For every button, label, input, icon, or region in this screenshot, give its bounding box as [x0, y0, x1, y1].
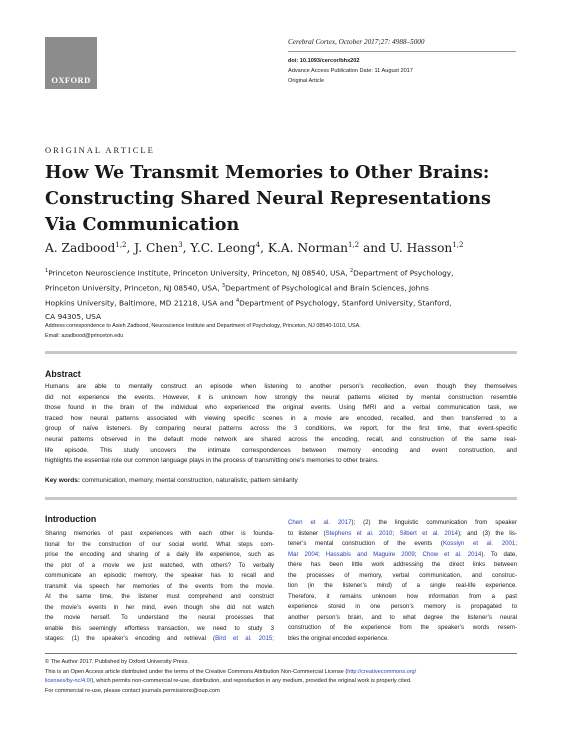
keywords	[45, 477, 517, 484]
affiliations	[45, 265, 520, 324]
citation-link[interactable]: Chow et al. 2014	[422, 550, 482, 558]
affil-text: Hopkins University, Baltimore, MD 21218, USA and	[45, 298, 236, 308]
author-name[interactable]: A. Zadbood	[45, 241, 116, 256]
section-label: ORIGINAL ARTICLE	[45, 145, 155, 155]
body-line	[288, 550, 517, 561]
author-sep: ,	[260, 241, 268, 256]
abstract-line: highlights the essential role our common language plays in the process of transmitting one’s memories to other brains.	[45, 457, 379, 465]
body-text: stages: (1) the speaker’s encoding and retrieval (	[45, 635, 216, 643]
publication-date: Advance Access Publication Date: 11 August 2017	[288, 68, 413, 74]
footer-line: For commercial re-use, please contact journals.permissions@oup.com	[45, 687, 220, 694]
abstract-heading: Abstract	[45, 369, 81, 379]
affil-text: Department of Psychological and Brain Sciences, Johns	[225, 283, 429, 293]
citation-link[interactable]: Stephens et al. 2010	[325, 529, 393, 537]
body-text: ); and (3) the lis-	[457, 529, 517, 537]
body-line: Therefore, it remains unknown how information from a past	[288, 592, 517, 600]
footer-line	[45, 677, 517, 687]
footer-text: This is an Open Access article distributed under the terms of the Creative Commons Attribution Non-Commercial License (	[45, 668, 348, 675]
journal-citation: Cerebral Cortex, October 2017;27: 4988–5000	[288, 38, 425, 46]
body-line: there has been little work addressing the direct links between	[288, 561, 517, 569]
body-line: bles the original encoded experience.	[288, 635, 389, 643]
footer-text: ), which permits non-commercial re-use, distribution, and reproduction in any medium, provided the original work is properly cited.	[91, 678, 412, 685]
affil-sup: 1	[45, 268, 49, 274]
body-line: the processes of memory, verbal communication, and construc-	[288, 571, 517, 579]
article-title	[45, 160, 525, 238]
body-line	[288, 539, 517, 550]
affil-text: Department of Psychology, Stanford University, Stanford,	[239, 298, 452, 308]
body-text: to listener (	[288, 529, 326, 537]
body-line: construction of the experience from the speaker’s words resem-	[288, 624, 517, 632]
author-name[interactable]: J. Chen	[134, 241, 179, 256]
body-line: At the same time, the listener must comprehend and construct	[45, 593, 274, 601]
keywords-text: communication, memory, mental construction, naturalistic, pattern similarity	[80, 477, 298, 484]
body-line: the movie’s events in her mind, even though she did not watch	[45, 603, 274, 611]
article-type: Original Article	[288, 78, 325, 84]
header-divider	[288, 51, 516, 52]
body-line: experience stored in one person’s memory is propagated to	[288, 603, 517, 611]
body-line: the movie herself. To understand the neural processes that	[45, 614, 274, 622]
body-line: prise the encoding and sharing of a daily life experience, such as	[45, 551, 274, 559]
citation-link[interactable]: Chen et al. 2017	[288, 519, 352, 526]
citation-link[interactable]: Kosslyn et al. 2001;	[442, 540, 517, 548]
affil-sup: 4	[235, 298, 240, 305]
body-text: ). To date,	[481, 550, 517, 558]
abstract-line: group of naïve listeners. By comparing neural patterns across the 3 conditions, we report, for the first time, that event-specific	[45, 425, 517, 433]
body-line	[288, 529, 517, 540]
affil-text: Department of Psychology,	[353, 268, 454, 278]
footer-line	[45, 668, 517, 678]
title-line: How We Transmit Memories to Other Brains:	[45, 162, 490, 183]
author-affil-sup: 4	[255, 241, 261, 249]
affil-text: Princeton Neuroscience Institute, Princeton University, Princeton, NJ 08540, USA,	[48, 268, 350, 278]
body-line: tional for the construction of our social world. What steps com-	[45, 540, 274, 548]
citation-link[interactable]: Mar 2004	[288, 550, 319, 558]
body-text: ;	[392, 529, 400, 537]
author-list	[45, 241, 463, 255]
abstract-top-rule	[45, 351, 517, 354]
affiliation-line	[45, 280, 520, 295]
title-line: Constructing Shared Neural Representations	[45, 188, 491, 209]
doi-link[interactable]: doi: 10.1093/cercor/bhx202	[288, 58, 360, 64]
abstract-line: life episode. This study uncovers the intimate correspondences between memory encoding and event construction, and	[45, 446, 517, 454]
body-line: communicate an episodic memory, the speaker has to recall and	[45, 572, 274, 580]
keywords-label: Key words:	[45, 477, 81, 484]
body-line: transmit via speech her memories of the events from the movie.	[45, 582, 274, 590]
citation-link[interactable]: Bird et al. 2015;	[215, 635, 274, 643]
abstract-line: Humans are able to mentally construct an episode when listening to another person’s recollection, even though they themselves	[45, 383, 517, 390]
affiliation-line	[45, 265, 520, 280]
affiliation-line: CA 94305, USA	[45, 312, 102, 322]
author-sep: and	[359, 241, 390, 256]
author-name[interactable]: K.A. Norman	[267, 241, 348, 256]
author-affil-sup: 1,2	[115, 241, 127, 249]
author-sep: ,	[182, 241, 191, 256]
oxford-logo	[45, 37, 97, 89]
author-sep: ,	[126, 241, 135, 256]
abstract-text	[45, 382, 517, 467]
body-text: tener’s mental construction of the events (	[288, 540, 443, 548]
intro-right-column	[288, 518, 517, 645]
body-text: ;	[318, 550, 326, 558]
body-line	[45, 634, 274, 645]
author-name[interactable]: U. Hasson	[389, 241, 453, 256]
correspondence-address: Address correspondence to Asieh Zadbood, Neuroscience Institute and Department of Psychology, Princeton, NJ 08540-1010, USA.	[45, 323, 361, 329]
license-link[interactable]: licenses/by-nc/4.0/	[45, 678, 92, 685]
author-affil-sup: 1,2	[452, 241, 464, 249]
author-affil-sup: 3	[178, 241, 183, 249]
body-line: tion (in the listener’s mind) of a single real-life experience.	[288, 582, 517, 590]
body-line: the plot of a movie we just watched, with others? To verbally	[45, 561, 274, 569]
body-line: Sharing memories of past experiences with each other is founda-	[45, 530, 274, 537]
footer-divider	[45, 653, 517, 654]
body-line: enable this seemingly effortless transaction, we need to study 3	[45, 624, 274, 632]
abstract-line: traced how neural patterns associated with viewing specific scenes in a movie are encoded, recalled, and then transferred to a	[45, 414, 517, 422]
introduction-heading: Introduction	[45, 514, 97, 524]
intro-left-column	[45, 529, 274, 645]
affil-text: Princeton University, Princeton, NJ 08540, USA,	[45, 283, 222, 293]
abstract-line: neural patterns observed in the default mode network are shared across the encoding, recall, and construction of the same real-	[45, 435, 517, 443]
body-text: ); (2) the linguistic communication from speaker	[351, 519, 517, 526]
citation-link[interactable]: Hassabis and Maguire 2009	[325, 550, 415, 558]
correspondence	[45, 322, 520, 341]
affil-sup: 3	[221, 283, 226, 290]
body-line: another person’s brain, and to what degree the listener’s neural	[288, 613, 517, 621]
abstract-line: did not experience the events. However, it is unknown how strongly the neural patterns elicited by mental construction resemble	[45, 393, 517, 401]
affiliation-line	[45, 295, 520, 310]
abstract-bottom-rule	[45, 497, 517, 500]
footer-line: © The Author 2017. Published by Oxford University Press.	[45, 659, 189, 665]
license-link[interactable]: http://creativecommons.org/	[347, 668, 417, 675]
author-name[interactable]: Y.C. Leong	[190, 241, 256, 256]
body-text: ;	[414, 550, 423, 558]
abstract-line: those found in the brain of the individual who experienced the original events. Using fMRI and a verbal communication task, we	[45, 404, 517, 412]
oxford-logo-text: OXFORD	[51, 75, 91, 85]
citation-link[interactable]: Silbert et al. 2014	[399, 529, 458, 537]
title-line: Via Communication	[45, 214, 240, 235]
body-line	[288, 518, 517, 529]
author-affil-sup: 1,2	[347, 241, 360, 249]
affil-sup: 2	[349, 268, 354, 274]
correspondence-email[interactable]: Email: azadbood@princeton.edu	[45, 332, 124, 339]
license-footer	[45, 658, 517, 696]
